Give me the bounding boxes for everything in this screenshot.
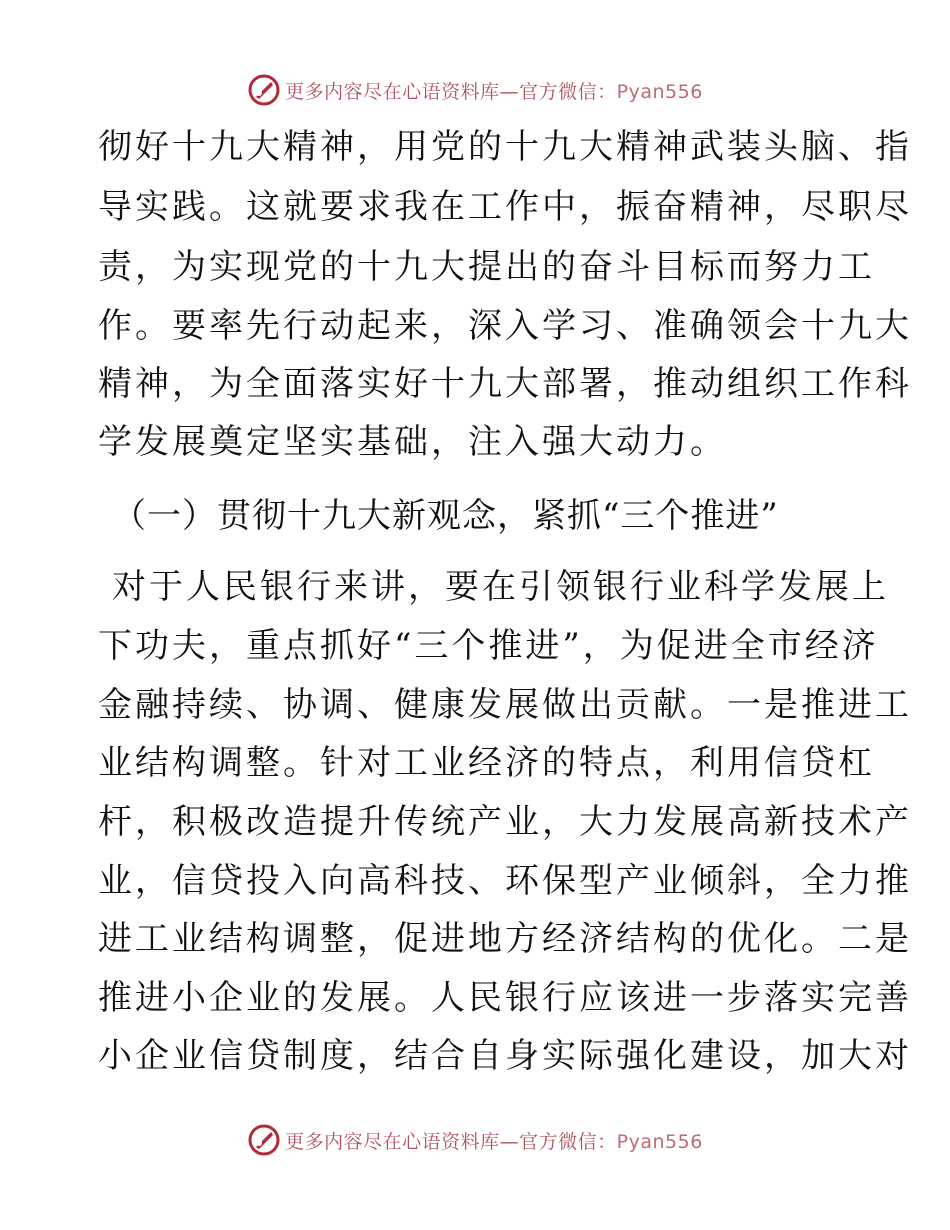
body-line: 小企业信贷制度，结合自身实际强化建设，加大对 xyxy=(98,1036,912,1076)
body-line: 下功夫，重点抓好“三个推进”，为促进全市经济 xyxy=(98,626,879,666)
body-line: 业结构调整。针对工业经济的特点，利用信贷杠 xyxy=(98,743,875,783)
body-line: 进工业结构调整，促进地方经济结构的优化。二是 xyxy=(98,919,912,959)
body-line: 对于人民银行来讲，要在引领银行业科学发展上 xyxy=(112,567,889,607)
body-line: 杆，积极改造提升传统产业，大力发展高新技术产 xyxy=(98,802,912,842)
body-line: 学发展奠定坚实基础，注入强大动力。 xyxy=(98,422,727,462)
body-line: 作。要率先行动起来，深入学习、准确领会十九大 xyxy=(98,306,912,346)
body-line: 金融持续、协调、健康发展做出贡献。一是推进工 xyxy=(98,685,912,725)
section-heading: （一）贯彻十九大新观念，紧抓“三个推进” xyxy=(112,496,779,536)
footer-banner xyxy=(0,1120,950,1160)
body-line: 推进小企业的发展。人民银行应该进一步落实完善 xyxy=(98,978,912,1018)
banner-text: 更多内容尽在心语资料库—官方微信：Pyan556 xyxy=(285,80,703,103)
banner-text: 更多内容尽在心语资料库—官方微信：Pyan556 xyxy=(285,1130,703,1153)
body-line: 彻好十九大精神，用党的十九大精神武装头脑、指 xyxy=(98,127,912,167)
body-line: 精神，为全面落实好十九大部署，推动组织工作科 xyxy=(98,364,912,404)
logo-icon xyxy=(247,1123,281,1157)
body-line: 业，信贷投入向高科技、环保型产业倾斜，全力推 xyxy=(98,861,912,901)
body-line: 导实践。这就要求我在工作中，振奋精神，尽职尽 xyxy=(98,187,912,227)
body-line: 责，为实现党的十九大提出的奋斗目标而努力工 xyxy=(98,247,875,287)
